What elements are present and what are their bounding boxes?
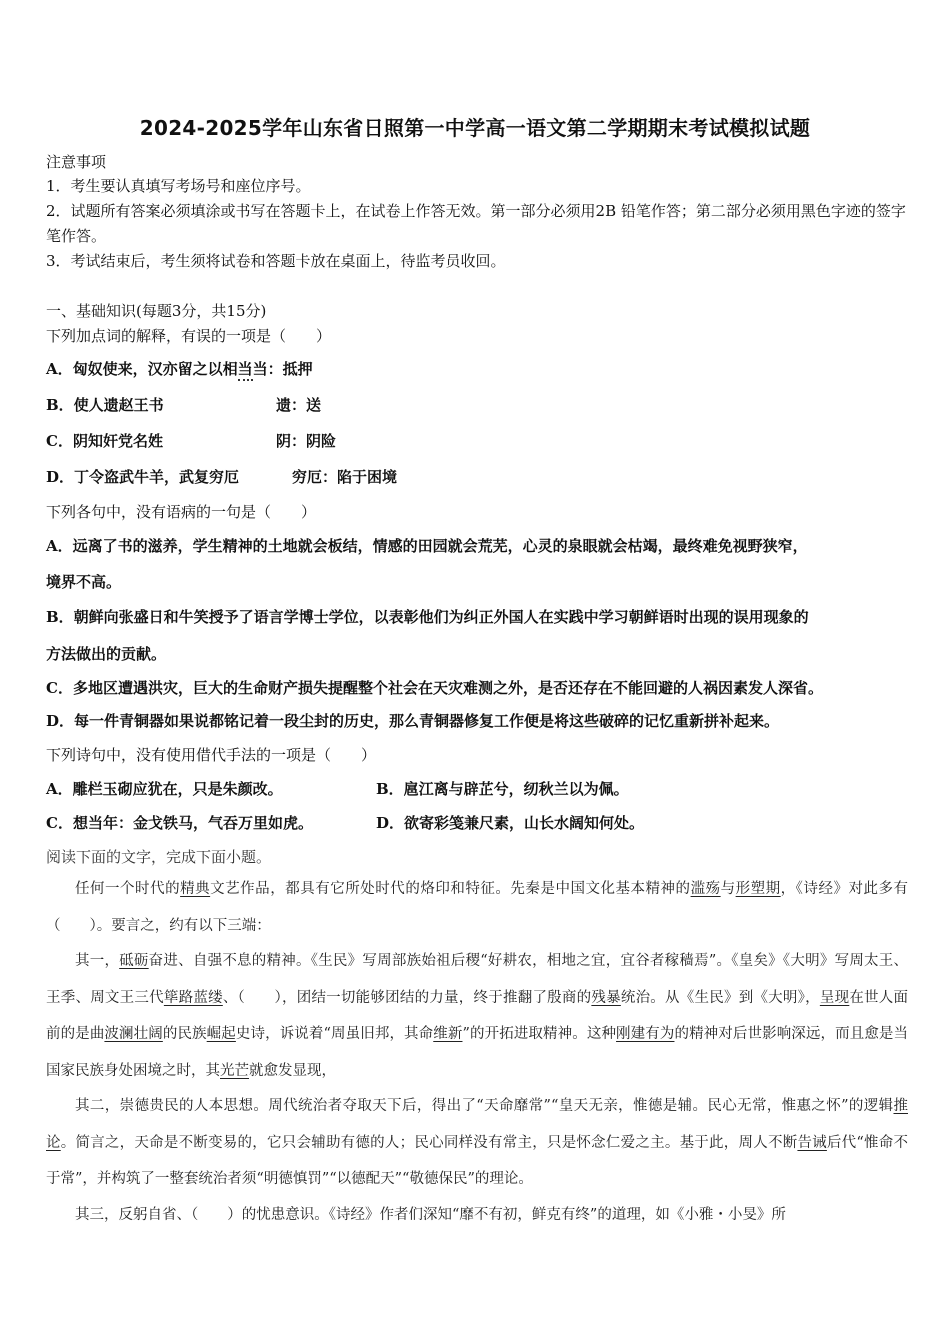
q1-option-d	[46, 467, 239, 487]
notice-item-2: 2．试题所有答案必须填涂或书写在答题卡上，在试卷上作答无效。第一部分必须用2B 铅笔作答；第二部分必须用黑色字迹的签字笔作答。	[46, 202, 906, 245]
reading-paragraph-4: 其三，反躬自省、（ ）的忧患意识。《诗经》作者们深知“靡不有初，鲜克有终”的道理，如《小雅・小旻》所	[75, 1207, 786, 1223]
q2-option-b-line2: 方法做出的贡献。	[46, 645, 167, 663]
q1-d-gloss: 穷厄：陷于困境	[292, 468, 398, 486]
q3-option-c: C．想当年：金戈铁马，气吞万里如虎。	[46, 814, 313, 832]
page-title: 2024-2025学年山东省日照第一中学高一语文第二学期期末考试模拟试题	[139, 116, 811, 140]
q1-a-text: A．匈奴使来，汉亦留之以相	[46, 360, 238, 378]
q3-option-b: B．扈江离与辟芷兮，纫秋兰以为佩。	[376, 780, 629, 798]
q1-option-a	[46, 359, 313, 379]
reading-paragraph-3: 其二，崇德贵民的人本思想。周代统治者夺取天下后，得出了“天命靡常”“皇天无亲，惟德是辅。民心无常，惟惠之怀”的逻辑推论。简言之，天命是不断变易的，它只会辅助有德的人；民心同样没有常主，只是怀念仁爱之主。基于此，周人不断告诫后代“惟命不于常”，并构筑了一整套统治者须“明德慎罚”“以德配天”“敬德保民”的理论。	[46, 1098, 908, 1187]
q1-stem: 下列加点词的解释，有误的一项是（ ）	[46, 327, 332, 345]
q2-option-b-line1: B．朝鲜向张盛日和牛笑授予了语言学博士学位，以表彰他们为纠正外国人在实践中学习朝鲜语时出现的误用现象的	[46, 608, 809, 626]
q2-option-c: C．多地区遭遇洪灾，巨大的生命财产损失提醒整个社会在天灾难测之外，是否还存在不能回避的人祸因素发人深省。	[46, 679, 823, 697]
q2-option-d: D．每一件青铜器如果说都铭记着一段尘封的历史，那么青铜器修复工作便是将这些破碎的记忆重新拼补起来。	[46, 712, 780, 730]
q1-c-gloss: 阴：阴险	[276, 432, 337, 450]
section-heading: 一、基础知识(每题3分，共15分)	[46, 302, 267, 320]
q3-option-d: D．欲寄彩笺兼尺素，山长水阔知何处。	[376, 814, 645, 832]
q1-d-text: D．丁令盗武牛羊，武复穷厄	[46, 468, 240, 486]
q3-stem: 下列诗句中，没有使用借代手法的一项是（ ）	[46, 746, 377, 764]
q1-a-dotted-word: 当	[238, 360, 253, 381]
q1-b-gloss: 遗：送	[276, 396, 322, 414]
q2-option-a-line1: A．远离了书的滋养，学生精神的土地就会板结，情感的田园就会荒芜，心灵的泉眼就会枯竭，最终难免视野狭窄，	[46, 537, 808, 555]
q1-c-text: C．阴知奸党名姓	[46, 432, 163, 450]
notice-item-1: 1．考生要认真填写考场号和座位序号。	[46, 177, 311, 195]
reading-paragraph-2: 其一，砥砺奋进、自强不息的精神。《生民》写周部族始祖后稷“好耕农，相地之宜，宜谷者稼穑焉”。《皇矣》《大明》写周太王、王季、周文王三代筚路蓝缕、（ ），团结一切能够团结的力量，终于推翻了殷商的残暴统治。从《生民》到《大明》，呈现在世人面前的是曲波澜壮阔的民族崛起史诗，诉说着“周虽旧邦，其命维新”的开拓进取精神。这种刚建有为的精神对后世影响深远，而且愈是当国家民族身处困境之时，其光芒就愈发显现，	[46, 953, 909, 1079]
q1-b-text: B．使人遗赵王书	[46, 396, 164, 414]
notice-item-3: 3．考试结束后，考生须将试卷和答题卡放在桌面上，待监考员收回。	[46, 252, 506, 270]
q1-option-c	[46, 431, 163, 451]
reading-paragraph-1: 任何一个时代的精典文艺作品，都具有它所处时代的烙印和特征。先秦是中国文化基本精神的滥殇与形塑期，《诗经》对此多有（ ）。要言之，约有以下三端：	[46, 881, 909, 934]
reading-intro: 阅读下面的文字，完成下面小题。	[46, 848, 272, 866]
notice-heading: 注意事项	[46, 153, 107, 171]
q1-a-gloss: 当：抵押	[252, 360, 313, 378]
q1-option-b	[46, 395, 164, 415]
q2-option-a-line2: 境界不高。	[46, 573, 122, 591]
q3-option-a: A．雕栏玉砌应犹在，只是朱颜改。	[46, 780, 283, 798]
q2-stem: 下列各句中，没有语病的一句是（ ）	[46, 503, 317, 521]
